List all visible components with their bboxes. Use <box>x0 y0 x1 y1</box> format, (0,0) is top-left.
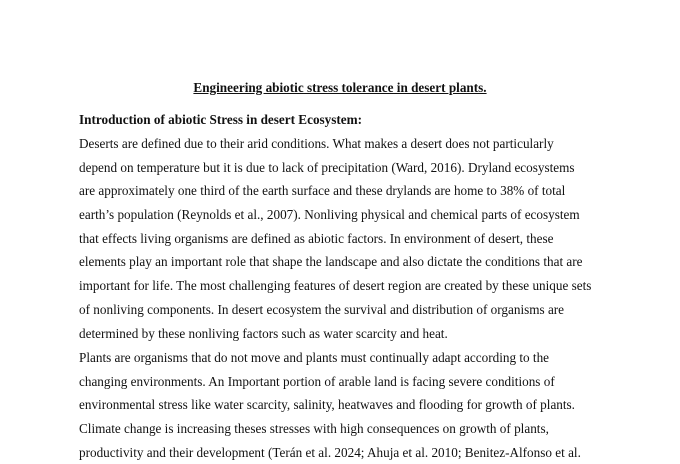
paragraph-line: productivity and their development (Terán et al. 2024; Ahuja et al. 2010; Benitez-Alfonso et al. <box>79 444 581 460</box>
paragraph-line: elements play an important role that shape the landscape and also dictate the conditions that are <box>79 254 583 270</box>
paragraph-line: important for life. The most challenging features of desert region are created by these unique sets <box>79 278 592 294</box>
paragraph-line: environmental stress like water scarcity, salinity, heatwaves and flooding for growth of plants. <box>79 397 575 413</box>
paragraph-1 <box>79 132 619 345</box>
section-heading: Introduction of abiotic Stress in desert Ecosystem: <box>79 112 363 127</box>
paragraph-line: Deserts are defined due to their arid conditions. What makes a desert does not particularly <box>79 136 554 151</box>
paragraph-line: determined by these nonliving factors such as water scarcity and heat. <box>79 325 448 341</box>
document-title: Engineering abiotic stress tolerance in desert plants. <box>193 80 487 95</box>
paragraph-line: are approximately one third of the earth surface and these drylands are home to 38% of total <box>79 183 566 199</box>
paragraph-line: of nonliving components. In desert ecosystem the survival and distribution of organisms are <box>79 301 565 317</box>
paragraph-line: depend on temperature but it is due to lack of precipitation (Ward, 2016). Dryland ecosystems <box>79 159 575 175</box>
paragraph-line: Plants are organisms that do not move and plants must continually adapt according to the <box>79 350 550 365</box>
paragraph-line: earth’s population (Reynolds et al., 2007). Nonliving physical and chemical parts of ecosystem <box>79 207 580 223</box>
paragraph-line: changing environments. An Important portion of arable land is facing severe conditions of <box>79 373 555 389</box>
paragraph-line: that effects living organisms are defined as abiotic factors. In environment of desert, these <box>79 230 554 246</box>
paragraph-line: Climate change is increasing theses stresses with high consequences on growth of plants, <box>79 421 549 437</box>
paragraph-2 <box>79 346 619 464</box>
